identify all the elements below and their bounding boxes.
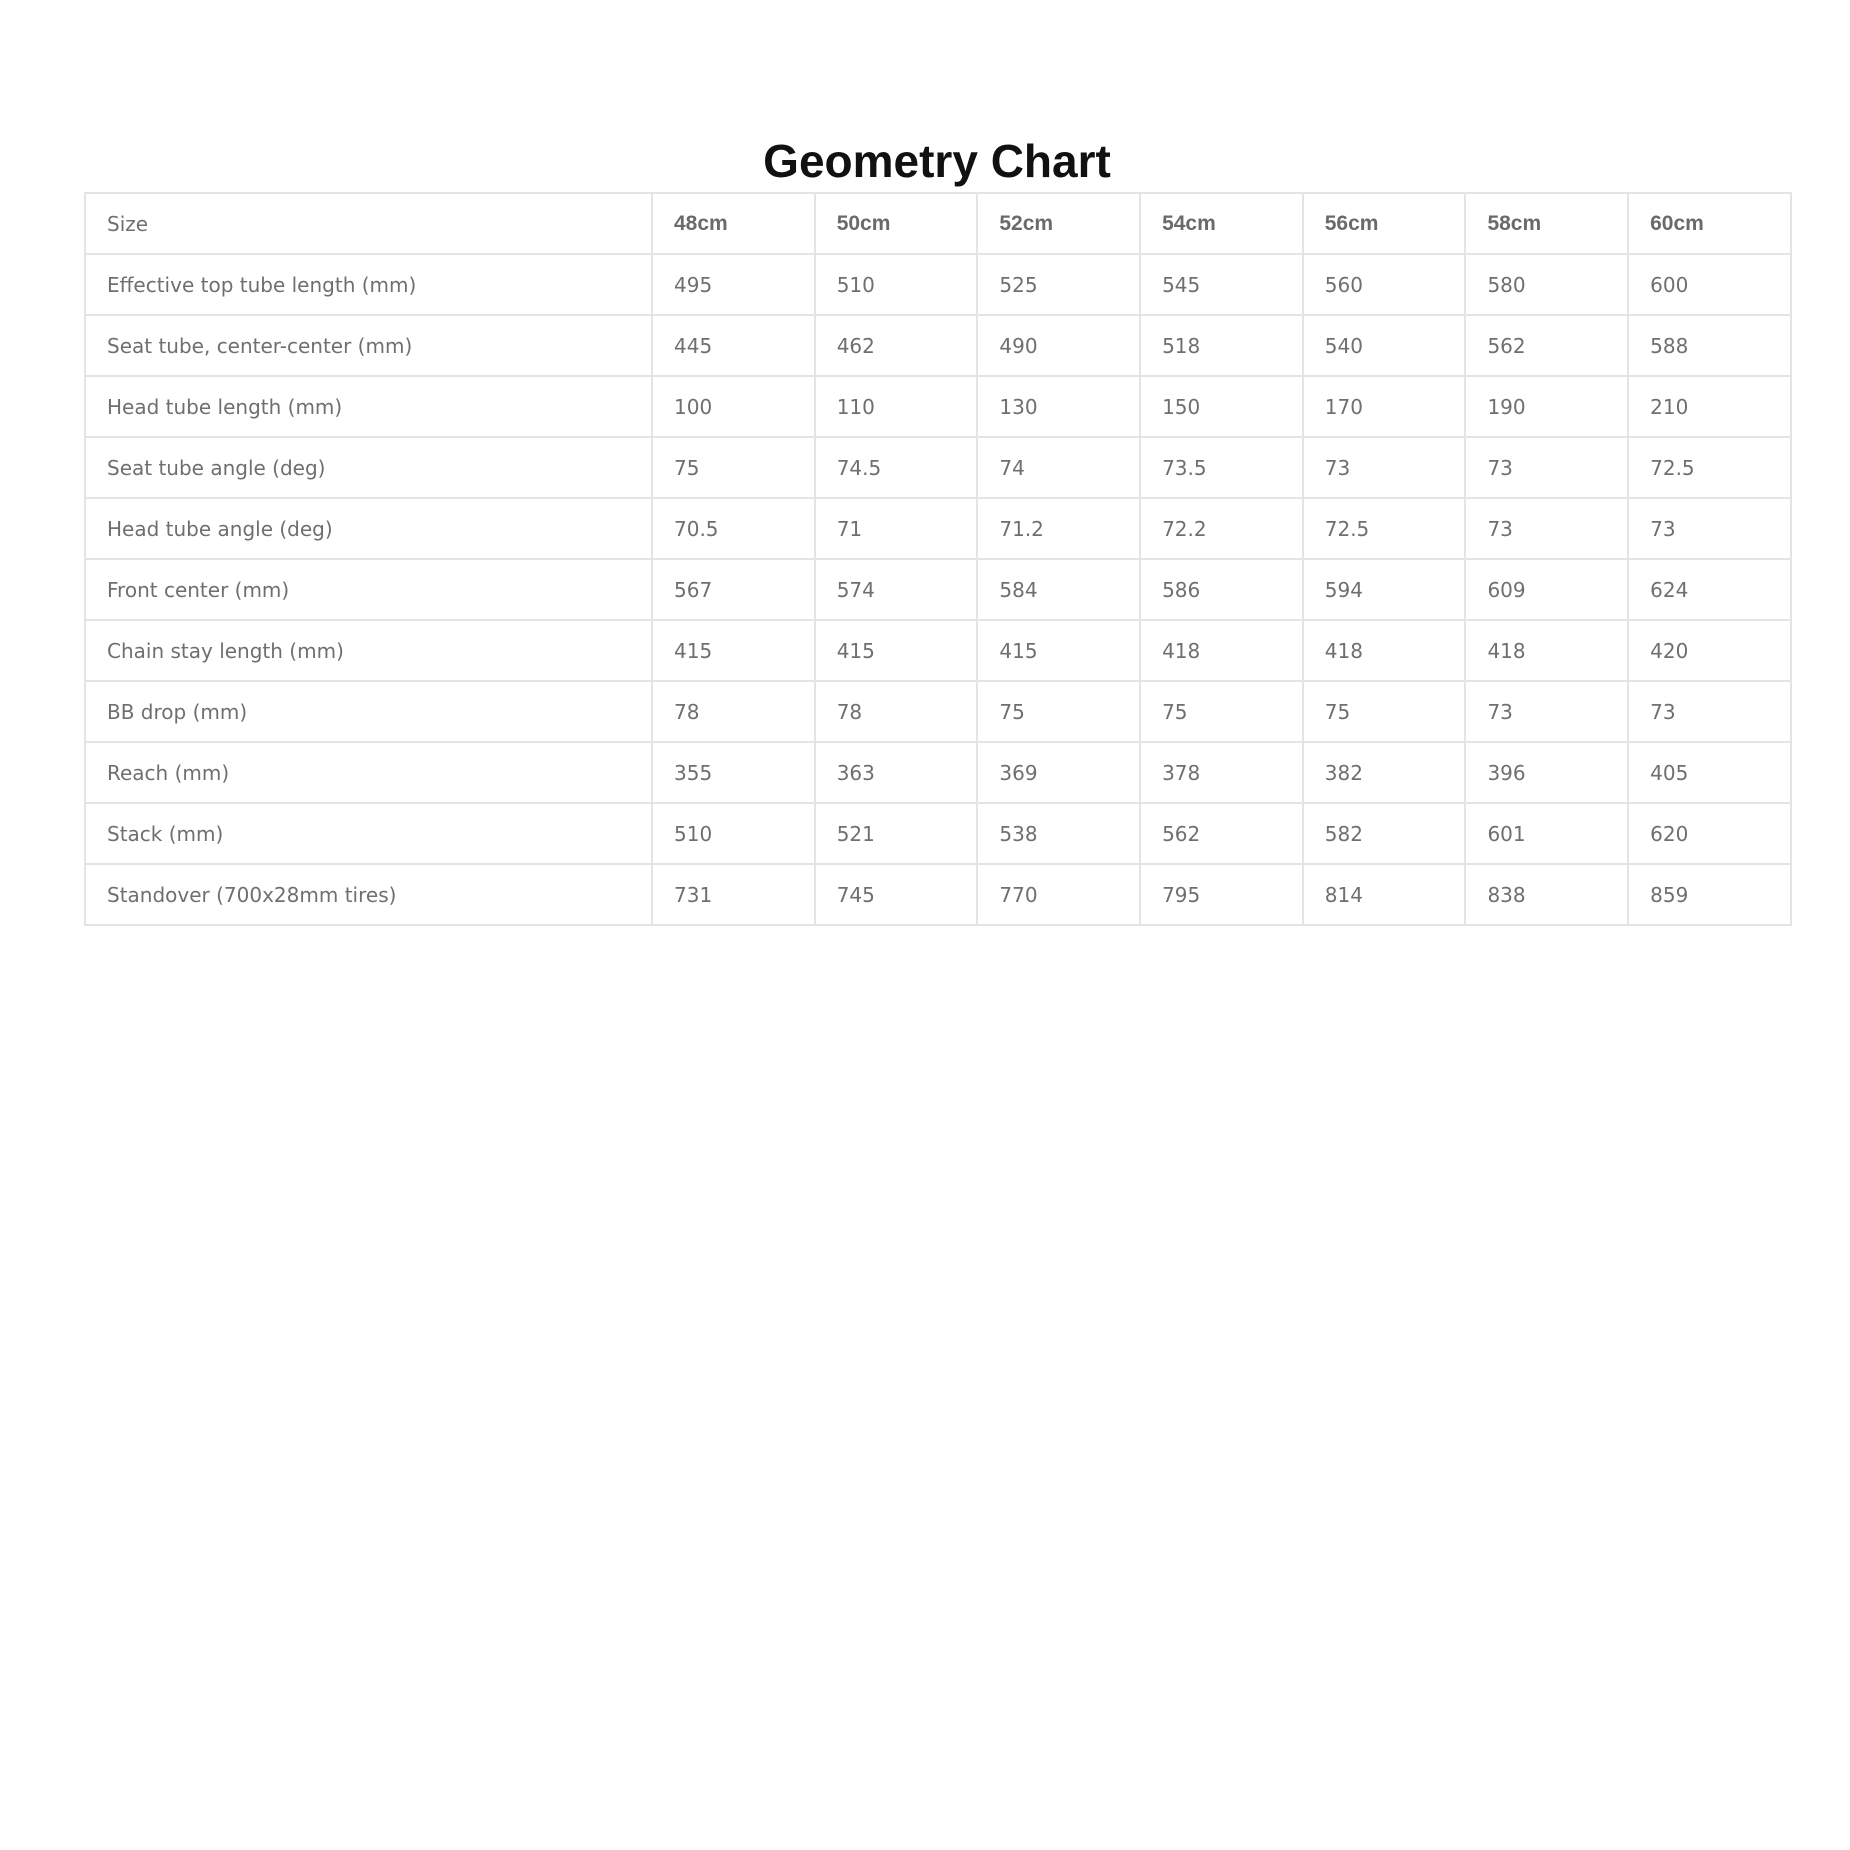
table-cell: 415 (977, 620, 1140, 681)
table-cell: 601 (1465, 803, 1628, 864)
row-label: Effective top tube length (mm) (85, 254, 652, 315)
row-label: Seat tube angle (deg) (85, 437, 652, 498)
table-cell: 72.5 (1628, 437, 1791, 498)
table-cell: 580 (1465, 254, 1628, 315)
table-cell: 73 (1628, 498, 1791, 559)
table-row (85, 559, 1791, 620)
table-cell: 130 (977, 376, 1140, 437)
row-label: Head tube length (mm) (85, 376, 652, 437)
table-cell: 462 (815, 315, 978, 376)
table-row (85, 803, 1791, 864)
table-cell: 355 (652, 742, 815, 803)
table-cell: 770 (977, 864, 1140, 925)
table-cell: 795 (1140, 864, 1303, 925)
table-header-row (85, 193, 1791, 254)
row-label: Stack (mm) (85, 803, 652, 864)
table-cell: 418 (1140, 620, 1303, 681)
table-row (85, 864, 1791, 925)
size-column-header: 52cm (977, 193, 1140, 254)
geometry-table (84, 192, 1792, 926)
table-cell: 620 (1628, 803, 1791, 864)
table-cell: 70.5 (652, 498, 815, 559)
table-cell: 75 (1140, 681, 1303, 742)
table-cell: 624 (1628, 559, 1791, 620)
table-cell: 75 (652, 437, 815, 498)
table-cell: 490 (977, 315, 1140, 376)
table-cell: 420 (1628, 620, 1791, 681)
table-cell: 415 (652, 620, 815, 681)
table-cell: 210 (1628, 376, 1791, 437)
table-cell: 445 (652, 315, 815, 376)
table-cell: 363 (815, 742, 978, 803)
table-cell: 71.2 (977, 498, 1140, 559)
table-row (85, 742, 1791, 803)
table-cell: 510 (815, 254, 978, 315)
table-cell: 859 (1628, 864, 1791, 925)
table-cell: 72.2 (1140, 498, 1303, 559)
table-cell: 545 (1140, 254, 1303, 315)
size-column-header: 48cm (652, 193, 815, 254)
table-cell: 567 (652, 559, 815, 620)
table-cell: 560 (1303, 254, 1466, 315)
table-cell: 574 (815, 559, 978, 620)
table-cell: 525 (977, 254, 1140, 315)
table-row (85, 254, 1791, 315)
table-cell: 71 (815, 498, 978, 559)
size-column-header: 58cm (1465, 193, 1628, 254)
table-cell: 838 (1465, 864, 1628, 925)
table-cell: 405 (1628, 742, 1791, 803)
table-cell: 418 (1303, 620, 1466, 681)
table-cell: 396 (1465, 742, 1628, 803)
table-cell: 75 (1303, 681, 1466, 742)
table-cell: 495 (652, 254, 815, 315)
row-label: Seat tube, center-center (mm) (85, 315, 652, 376)
table-cell: 75 (977, 681, 1140, 742)
table-cell: 594 (1303, 559, 1466, 620)
table-cell: 609 (1465, 559, 1628, 620)
size-column-header: 60cm (1628, 193, 1791, 254)
table-cell: 110 (815, 376, 978, 437)
table-cell: 73 (1465, 498, 1628, 559)
table-cell: 73 (1628, 681, 1791, 742)
table-cell: 369 (977, 742, 1140, 803)
row-label: Front center (mm) (85, 559, 652, 620)
size-column-header: 56cm (1303, 193, 1466, 254)
table-cell: 731 (652, 864, 815, 925)
table-cell: 562 (1465, 315, 1628, 376)
table-row (85, 376, 1791, 437)
row-label: Reach (mm) (85, 742, 652, 803)
table-cell: 540 (1303, 315, 1466, 376)
table-cell: 521 (815, 803, 978, 864)
table-cell: 73.5 (1140, 437, 1303, 498)
table-row (85, 315, 1791, 376)
table-row (85, 437, 1791, 498)
table-cell: 74.5 (815, 437, 978, 498)
table-cell: 73 (1465, 437, 1628, 498)
table-cell: 74 (977, 437, 1140, 498)
table-cell: 72.5 (1303, 498, 1466, 559)
table-cell: 582 (1303, 803, 1466, 864)
table-cell: 190 (1465, 376, 1628, 437)
row-label: Head tube angle (deg) (85, 498, 652, 559)
size-column-header: 50cm (815, 193, 978, 254)
size-header-label: Size (85, 193, 652, 254)
table-row (85, 681, 1791, 742)
row-label: BB drop (mm) (85, 681, 652, 742)
table-row (85, 620, 1791, 681)
table-cell: 78 (652, 681, 815, 742)
table-cell: 73 (1465, 681, 1628, 742)
table-cell: 584 (977, 559, 1140, 620)
table-body (85, 254, 1791, 925)
table-cell: 538 (977, 803, 1140, 864)
table-cell: 382 (1303, 742, 1466, 803)
table-cell: 378 (1140, 742, 1303, 803)
table-cell: 518 (1140, 315, 1303, 376)
table-cell: 510 (652, 803, 815, 864)
table-row (85, 498, 1791, 559)
page-title: Geometry Chart (763, 135, 1111, 187)
table-cell: 588 (1628, 315, 1791, 376)
table-cell: 78 (815, 681, 978, 742)
table-cell: 100 (652, 376, 815, 437)
table-cell: 562 (1140, 803, 1303, 864)
table-cell: 586 (1140, 559, 1303, 620)
table-cell: 745 (815, 864, 978, 925)
row-label: Chain stay length (mm) (85, 620, 652, 681)
table-cell: 150 (1140, 376, 1303, 437)
table-cell: 73 (1303, 437, 1466, 498)
table-cell: 814 (1303, 864, 1466, 925)
size-column-header: 54cm (1140, 193, 1303, 254)
table-cell: 170 (1303, 376, 1466, 437)
table-cell: 600 (1628, 254, 1791, 315)
row-label: Standover (700x28mm tires) (85, 864, 652, 925)
table-cell: 415 (815, 620, 978, 681)
table-cell: 418 (1465, 620, 1628, 681)
